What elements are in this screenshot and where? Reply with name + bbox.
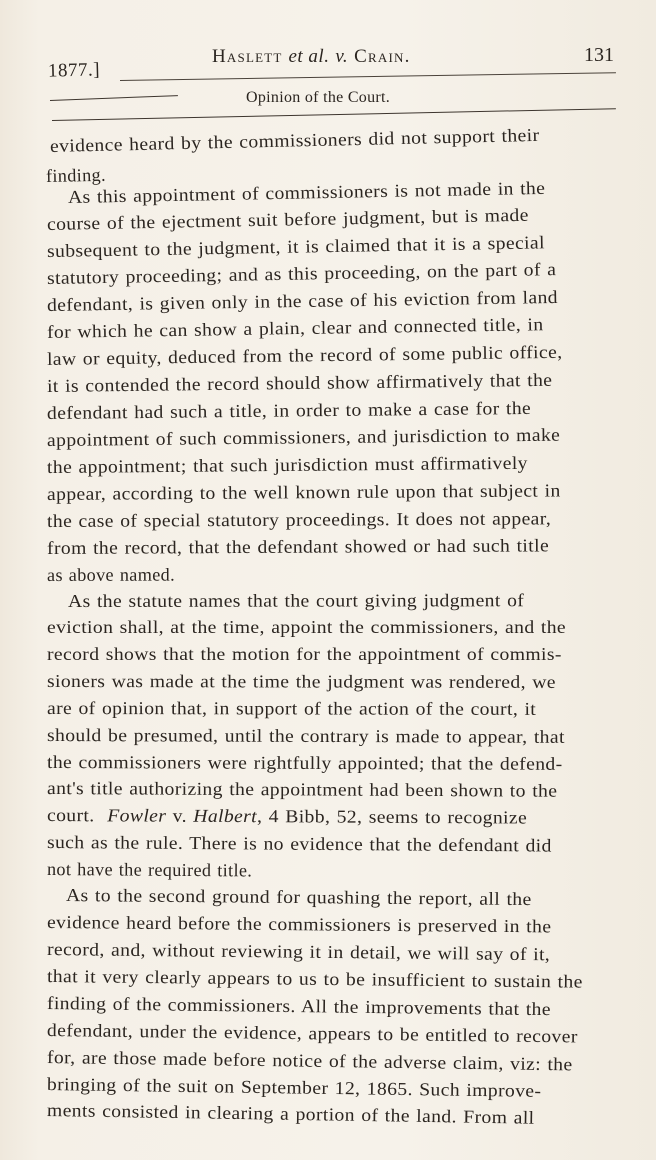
body-line: statutory proceeding; and as this proceeding, on the part of a xyxy=(46,259,557,288)
body-line: ant's title authorizing the appointment had been shown to the xyxy=(46,778,558,801)
body-line: evidence heard by the commissioners did not support their xyxy=(49,124,540,156)
body-line-with-citation: court. Fowler v. Halbert, 4 Bibb, 52, seems to recognize xyxy=(46,805,528,828)
body-line: from the record, that the defendant showed or had such title xyxy=(46,535,550,558)
body-line: the case of special statutory proceedings. It does not appear, xyxy=(46,508,552,531)
body-line: As to the second ground for quashing the report, all the xyxy=(65,885,532,910)
body-line: should be presumed, until the contrary is made to appear, that xyxy=(46,725,565,747)
body-line-start: court. xyxy=(46,805,95,826)
body-line: law or equity, deduced from the record of some public office, xyxy=(46,341,563,369)
body-line: sioners was made at the time the judgment was rendered, we xyxy=(46,671,556,692)
section-heading: Opinion of the Court. xyxy=(246,89,391,106)
body-line: bringing of the suit on September 12, 1865. Such improve- xyxy=(46,1074,542,1101)
citation-reference: 4 Bibb, 52, xyxy=(268,806,363,827)
body-line: appear, according to the well known rule upon that subject in xyxy=(46,480,561,504)
citation-plaintiff: Fowler xyxy=(107,805,167,826)
body-line: subsequent to the judgment, it is claimed that it is a special xyxy=(46,232,546,261)
body-line: finding. xyxy=(45,164,107,186)
body-line: appointment of such commissioners, and jurisdiction to make xyxy=(46,424,561,450)
page-year: 1877.] xyxy=(47,59,101,82)
case-title-etal: et al. xyxy=(288,46,330,67)
body-line: not have the required title. xyxy=(46,859,253,881)
case-title-plaintiff: Haslett xyxy=(212,46,289,67)
case-title-versus: v. xyxy=(335,46,349,67)
body-line: As this appointment of commissioners is not made in the xyxy=(67,177,546,207)
body-line: defendant, under the evidence, appears to be entitled to recover xyxy=(46,1020,578,1047)
body-line: it is contended the record should show affirmatively that the xyxy=(46,369,553,396)
body-line: the appointment; that such jurisdiction must affirmatively xyxy=(46,452,528,477)
body-line: As the statute names that the court giving judgment of xyxy=(67,590,525,611)
body-line: record, and, without reviewing it in detail, we will say of it, xyxy=(46,939,551,965)
body-line: evidence heard before the commissioners is preserved in the xyxy=(46,912,552,937)
body-line: ments consisted in clearing a portion of the land. From all xyxy=(46,1100,535,1128)
body-line: course of the ejectment suit before judgment, but is made xyxy=(46,204,529,234)
body-line: such as the rule. There is no evidence that the defendant did xyxy=(46,832,552,856)
body-line-end: seems to recognize xyxy=(368,806,528,828)
body-line: for, are those made before notice of the adverse claim, viz: the xyxy=(46,1047,573,1075)
body-line: for which he can show a plain, clear and connected title, in xyxy=(46,314,544,342)
body-line: defendant, is given only in the case of his eviction from land xyxy=(46,286,559,315)
page-number: 131 xyxy=(584,44,614,66)
body-line: the commissioners were rightfully appointed; that the defend- xyxy=(46,752,563,774)
citation-defendant: Halbert xyxy=(193,805,258,827)
body-line: finding of the commissioners. All the improvements that the xyxy=(46,993,552,1020)
body-line: are of opinion that, in support of the action of the court, it xyxy=(46,698,537,719)
body-line: defendant had such a title, in order to make a case for the xyxy=(46,397,532,423)
citation-versus: v. xyxy=(172,805,187,826)
body-line: that it very clearly appears to us to be insufficient to sustain the xyxy=(46,966,583,992)
body-line: as above named. xyxy=(46,564,175,585)
body-line: record shows that the motion for the appointment of commis- xyxy=(47,644,562,664)
case-title-defendant: Crain. xyxy=(348,46,411,67)
body-line: eviction shall, at the time, appoint the commissioners, and the xyxy=(47,617,567,637)
